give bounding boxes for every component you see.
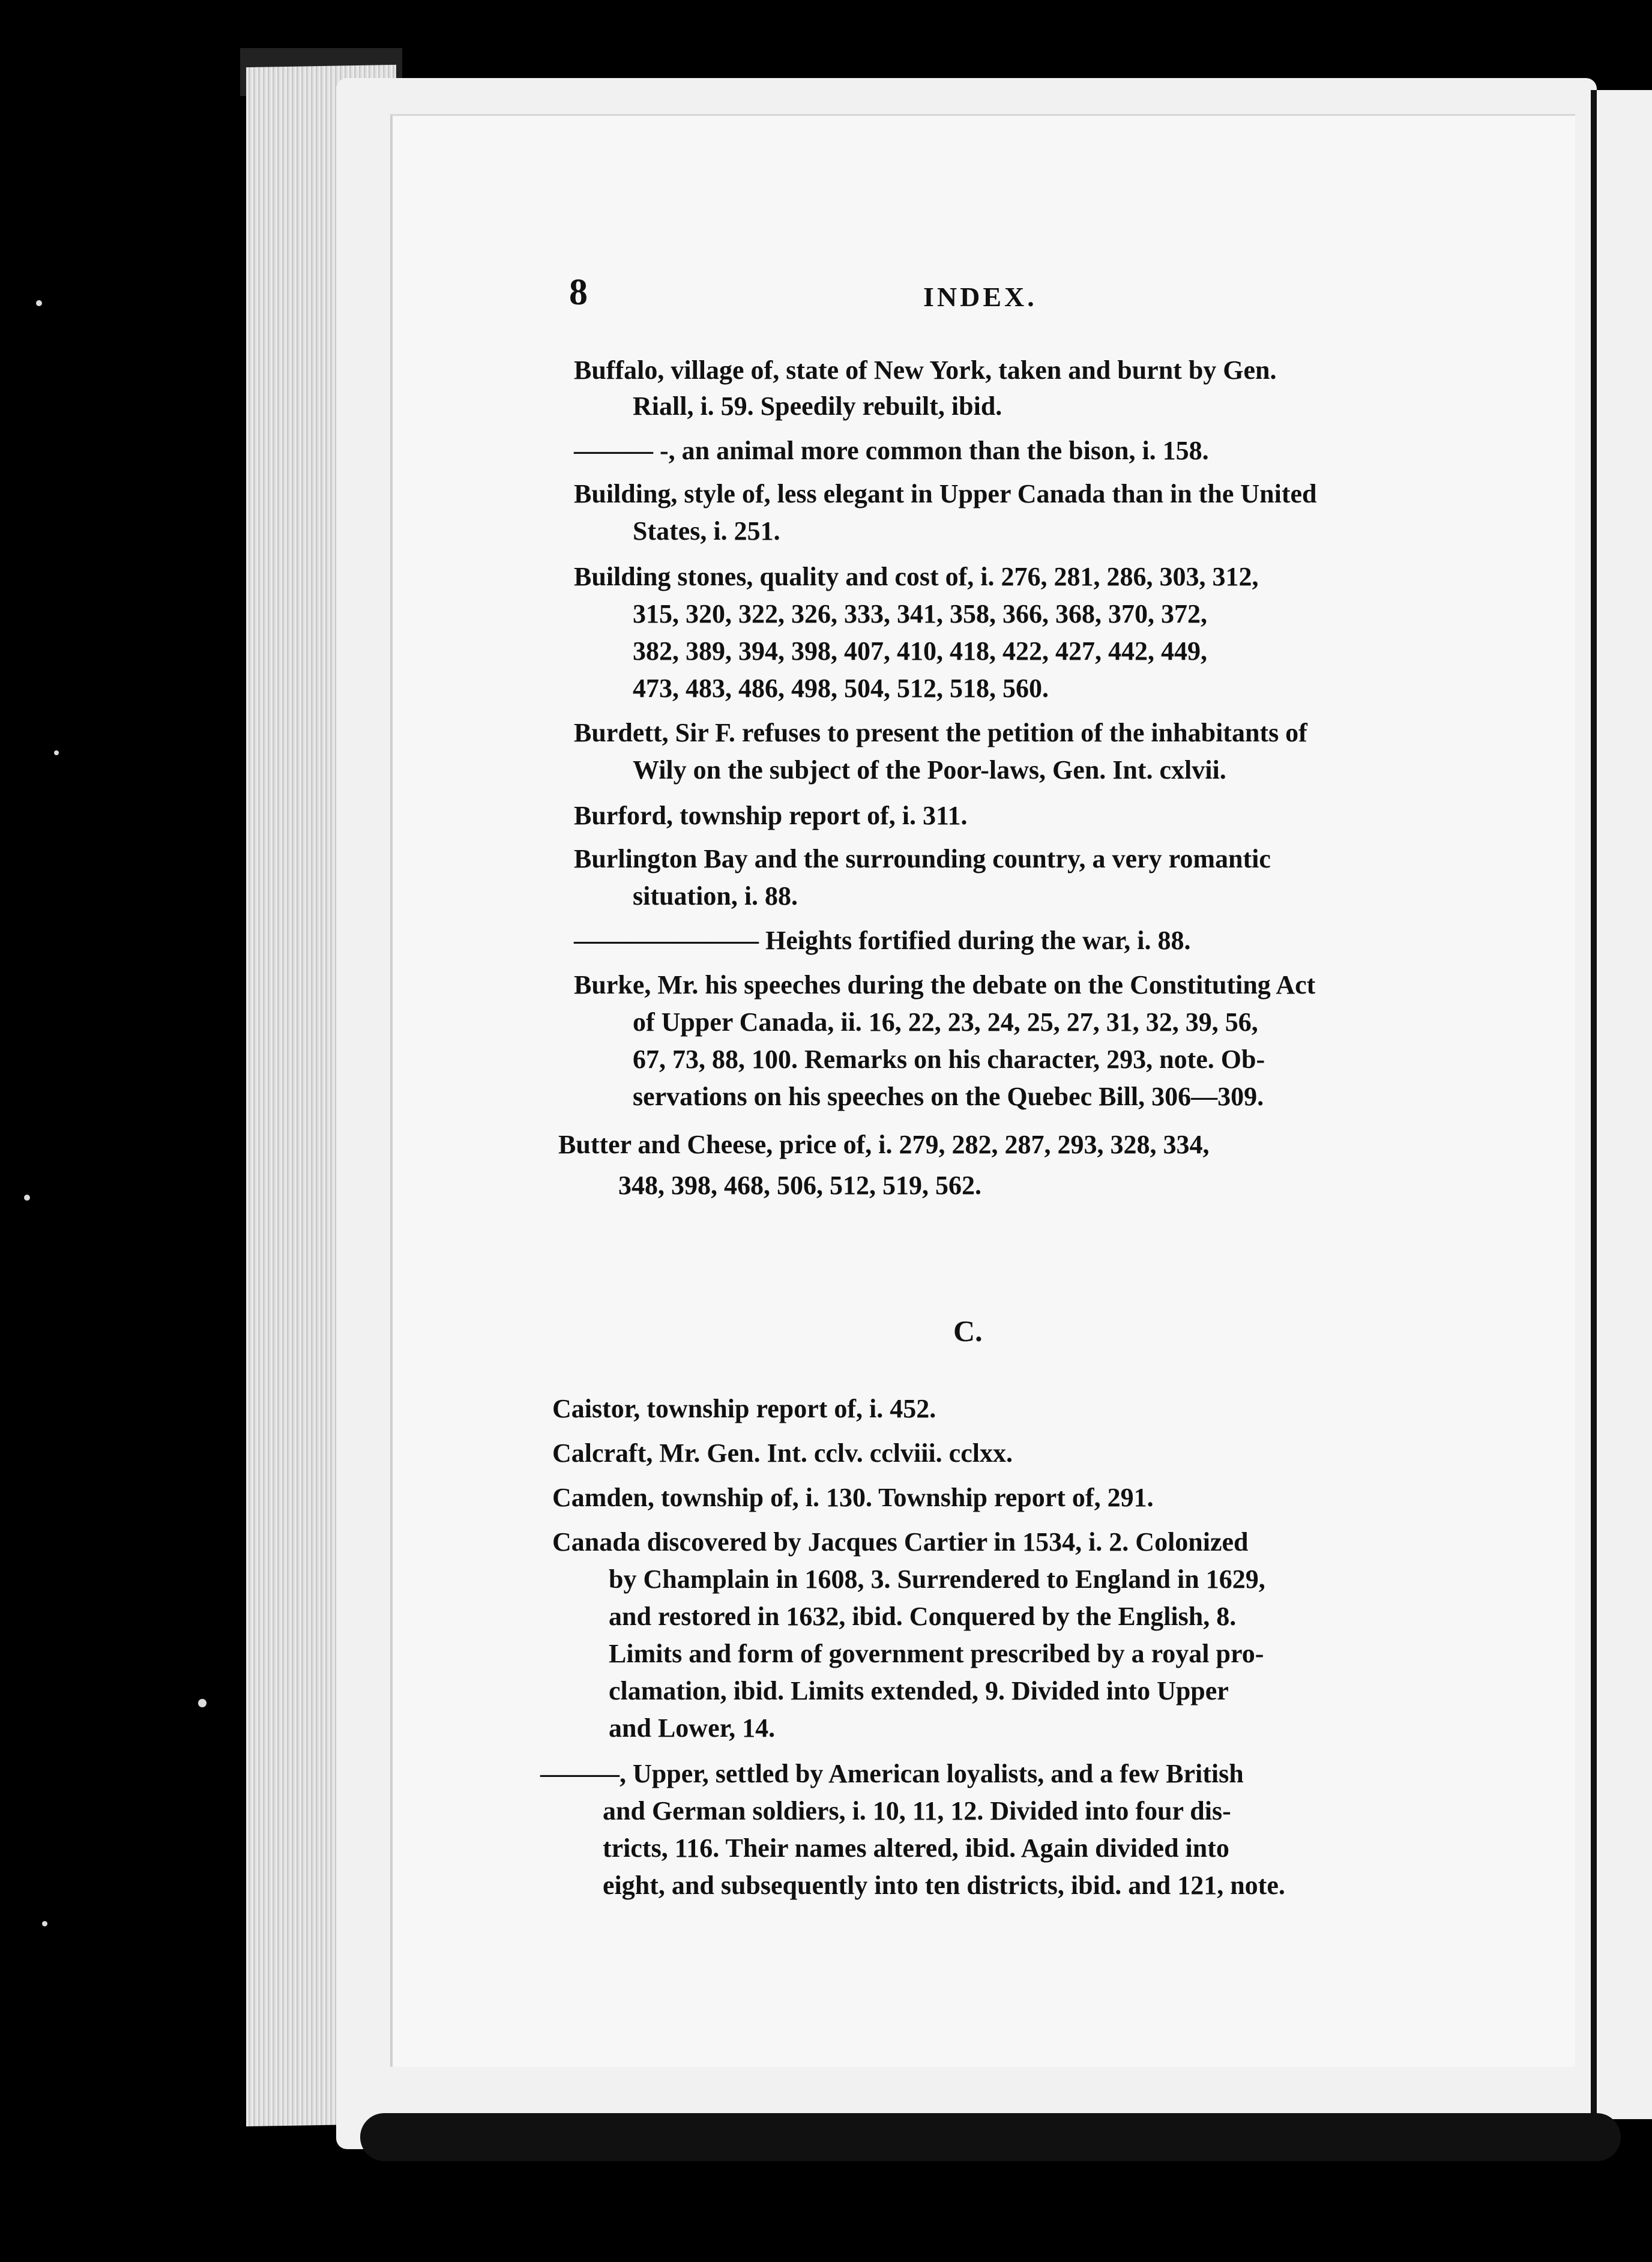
index-entry-continuation: Limits and form of government prescribed by a royal pro- — [609, 1639, 1264, 1668]
index-entry-continuation: clamation, ibid. Limits extended, 9. Divided into Upper — [609, 1676, 1229, 1706]
index-entry-continuation: of Upper Canada, ii. 16, 22, 23, 24, 25, 27, 31, 32, 39, 56, — [633, 1007, 1258, 1037]
section-letter: C. — [953, 1314, 983, 1348]
index-entry-continuation: 348, 398, 468, 506, 512, 519, 562. — [618, 1171, 981, 1200]
index-entry-continuation: by Champlain in 1608, 3. Surrendered to England in 1629, — [609, 1564, 1265, 1594]
index-entry-canada: Canada discovered by Jacques Cartier in 1534, i. 2. Colonized — [552, 1527, 1249, 1557]
index-entry-calcraft: Calcraft, Mr. Gen. Int. cclv. cclviii. cclxx. — [552, 1438, 1013, 1468]
bottom-shadow — [360, 2113, 1621, 2161]
index-entry-camden: Camden, township of, i. 130. Township report of, 291. — [552, 1483, 1154, 1512]
index-entry-continuation: 473, 483, 486, 498, 504, 512, 518, 560. — [633, 674, 1049, 703]
dust-speck — [54, 750, 59, 755]
index-entry-continuation: and Lower, 14. — [609, 1713, 776, 1743]
index-entry-continuation: States, i. 251. — [633, 516, 780, 546]
index-entry-burdett: Burdett, Sir F. refuses to present the petition of the inhabitants of — [574, 718, 1307, 747]
index-entry-burlington-bay: Burlington Bay and the surrounding country, a very romantic — [574, 844, 1271, 873]
index-entry-continuation: servations on his speeches on the Quebec Bill, 306—309. — [633, 1082, 1264, 1111]
facing-page-edge — [1591, 90, 1652, 2119]
index-entry-buffalo-animal: ——— -, an animal more common than the bison, i. 158. — [574, 436, 1209, 465]
index-entry-building-stones: Building stones, quality and cost of, i. 276, 281, 286, 303, 312, — [574, 562, 1259, 591]
index-entry-continuation: eight, and subsequently into ten districts, ibid. and 121, note. — [603, 1871, 1285, 1900]
index-entry-buffalo: Buffalo, village of, state of New York, taken and burnt by Gen. — [574, 355, 1277, 385]
index-entry-burlington-heights: ——————— Heights fortified during the war, i. 88. — [574, 926, 1191, 955]
index-entry-continuation: Riall, i. 59. Speedily rebuilt, ibid. — [633, 391, 1002, 421]
index-entry-building-style: Building, style of, less elegant in Upper Canada than in the United — [574, 479, 1317, 508]
index-entry-burke: Burke, Mr. his speeches during the debate on the Constituting Act — [574, 970, 1316, 1000]
dust-speck — [42, 1921, 47, 1926]
index-entry-continuation: 382, 389, 394, 398, 407, 410, 418, 422, 427, 442, 449, — [633, 636, 1207, 666]
index-entry-canada-upper: ———, Upper, settled by American loyalists, and a few British — [540, 1759, 1244, 1788]
index-entry-continuation: Wily on the subject of the Poor-laws, Gen. Int. cxlvii. — [633, 755, 1226, 785]
index-entry-continuation: 315, 320, 322, 326, 333, 341, 358, 366, 368, 370, 372, — [633, 599, 1207, 629]
dust-speck — [198, 1699, 206, 1707]
index-entry-caistor: Caistor, township report of, i. 452. — [552, 1394, 936, 1423]
dust-speck — [24, 1195, 30, 1201]
running-head: INDEX. — [923, 282, 1037, 312]
index-entry-butter-cheese: Butter and Cheese, price of, i. 279, 282, 287, 293, 328, 334, — [558, 1130, 1210, 1159]
page-number: 8 — [569, 272, 588, 313]
index-entry-continuation: tricts, 116. Their names altered, ibid. Again divided into — [603, 1833, 1229, 1863]
dust-speck — [36, 300, 42, 306]
index-entry-continuation: and restored in 1632, ibid. Conquered by the English, 8. — [609, 1602, 1237, 1631]
index-entry-continuation: situation, i. 88. — [633, 881, 798, 911]
index-entry-burford: Burford, township report of, i. 311. — [574, 801, 968, 830]
index-entry-continuation: and German soldiers, i. 10, 11, 12. Divided into four dis- — [603, 1796, 1231, 1826]
index-entry-continuation: 67, 73, 88, 100. Remarks on his character, 293, note. Ob- — [633, 1045, 1265, 1074]
